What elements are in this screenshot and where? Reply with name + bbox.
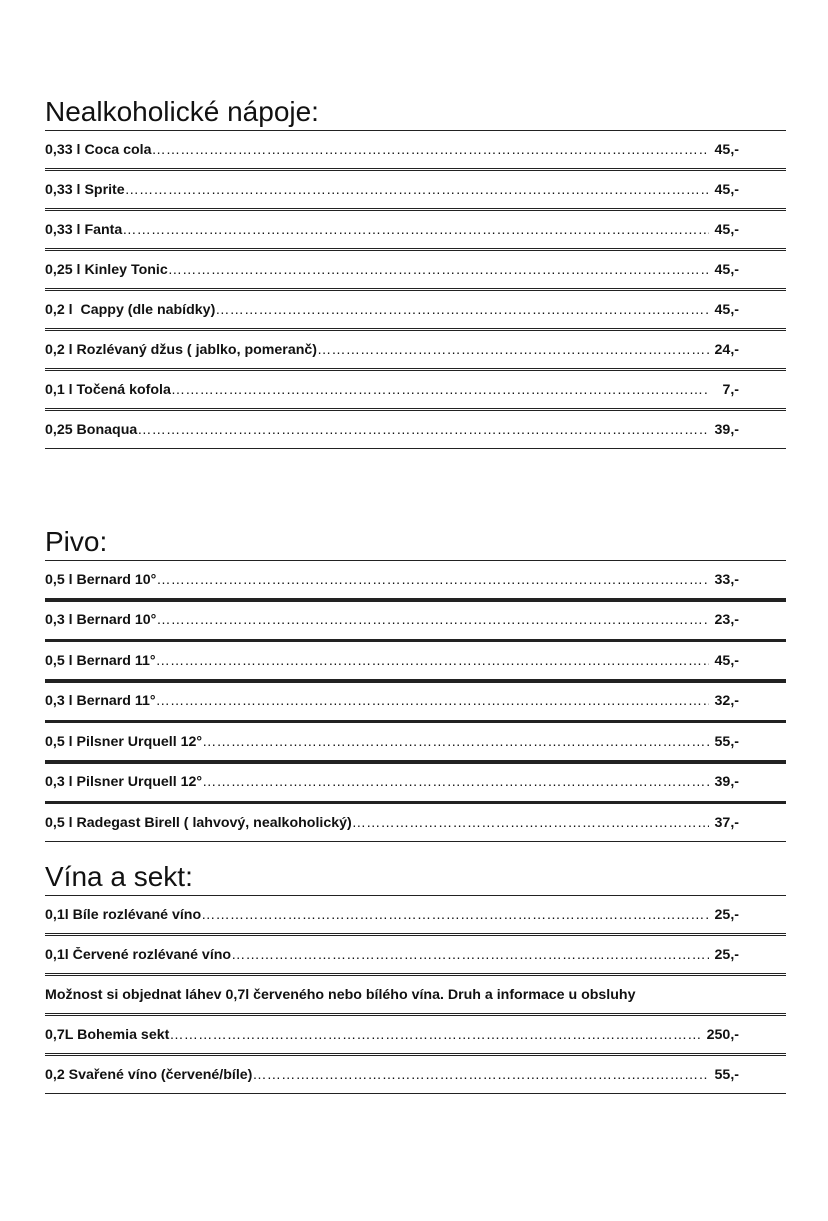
item-label: 0,3 l Bernard 11° <box>45 693 156 709</box>
item-price: 45,- <box>714 181 739 198</box>
leader-dots <box>215 302 709 318</box>
item-price: 32,- <box>714 693 739 709</box>
item-price: 23,- <box>714 612 739 628</box>
menu-item <box>45 291 786 328</box>
item-price: 45,- <box>714 221 739 238</box>
item-label: 0,1 l Točená kofola <box>45 381 171 398</box>
menu-item <box>45 211 786 248</box>
leader-dots <box>151 142 709 158</box>
menu-item <box>45 642 786 679</box>
item-price: 24,- <box>714 341 739 358</box>
leader-dots <box>137 422 709 438</box>
leader-dots <box>125 182 709 198</box>
item-label: 0,1l Bíle rozlévané víno <box>45 906 202 923</box>
menu-item <box>45 804 786 841</box>
menu-item <box>45 1016 786 1053</box>
item-label: 0,7L Bohemia sekt <box>45 1026 170 1043</box>
leader-dots <box>122 222 709 238</box>
item-price: 45,- <box>714 652 739 669</box>
item-label: 0,3 l Bernard 10° <box>45 612 157 628</box>
menu-item <box>45 131 786 168</box>
section-title-nealko: Nealkoholické nápoje: <box>45 96 319 127</box>
item-label: 0,25 l Kinley Tonic <box>45 261 168 278</box>
leader-dots <box>317 342 709 358</box>
leader-dots <box>231 947 709 963</box>
leader-dots <box>252 1067 709 1083</box>
menu-note <box>45 976 786 1013</box>
item-price: 39,- <box>714 421 739 438</box>
item-price: 45,- <box>714 301 739 318</box>
item-label: 0,2 l Rozlévaný džus ( jablko, pomeranč) <box>45 341 318 358</box>
leader-dots <box>156 693 709 709</box>
item-price: 55,- <box>714 733 739 750</box>
item-price: 39,- <box>714 774 739 790</box>
menu-item <box>45 683 786 720</box>
leader-dots <box>156 612 709 628</box>
section-vina <box>45 861 786 1094</box>
menu-item <box>45 764 786 801</box>
item-price: 250,- <box>706 1026 739 1043</box>
menu-item <box>45 602 786 639</box>
item-price: 55,- <box>714 1066 739 1083</box>
item-label: 0,2 Svařené víno (červené/bíle) <box>45 1066 253 1083</box>
leader-dots <box>168 262 709 278</box>
item-label: 0,5 l Bernard 10° <box>45 571 157 588</box>
menu-item <box>45 251 786 288</box>
leader-dots <box>171 382 709 398</box>
item-price: 37,- <box>714 814 739 831</box>
item-price: 45,- <box>714 261 739 278</box>
leader-dots <box>352 815 709 831</box>
leader-dots <box>169 1027 701 1043</box>
item-price: 33,- <box>714 571 739 588</box>
section-title-pivo: Pivo: <box>45 526 108 557</box>
item-label: 0,33 l Fanta <box>45 221 123 238</box>
item-price: 25,- <box>714 906 739 923</box>
item-label: 0,25 Bonaqua <box>45 421 138 438</box>
leader-dots <box>201 907 709 923</box>
item-label: 0,1l Červené rozlévané víno <box>45 946 232 963</box>
item-label: 0,5 l Pilsner Urquell 12° <box>45 733 203 750</box>
item-price: 25,- <box>714 946 739 963</box>
leader-dots <box>156 653 709 669</box>
leader-dots <box>202 734 709 750</box>
menu-item <box>45 171 786 208</box>
item-price: 45,- <box>714 141 739 158</box>
menu-item <box>45 896 786 933</box>
menu-item <box>45 371 786 408</box>
section-title-vina: Vína a sekt: <box>45 861 193 892</box>
menu-item <box>45 561 786 598</box>
item-label: 0,5 l Radegast Birell ( lahvový, nealkoholický) <box>45 814 352 831</box>
menu-item <box>45 411 786 448</box>
item-label: 0,5 l Bernard 11° <box>45 652 156 669</box>
item-label: 0,33 l Sprite <box>45 181 125 198</box>
leader-dots <box>156 572 709 588</box>
item-label: 0,33 l Coca cola <box>45 141 152 158</box>
menu-item <box>45 1056 786 1093</box>
menu-item <box>45 331 786 368</box>
wine-bottle-note: Možnost si objednat láhev 0,7l červeného nebo bílého vína. Druh a informace u obsluhy <box>45 986 636 1003</box>
menu-item <box>45 936 786 973</box>
item-label: 0,2 l Cappy (dle nabídky) <box>45 301 216 318</box>
menu-item <box>45 723 786 760</box>
leader-dots <box>202 774 709 790</box>
item-price: 7,- <box>722 381 739 398</box>
separator <box>45 841 786 842</box>
separator <box>45 1093 786 1094</box>
item-label: 0,3 l Pilsner Urquell 12° <box>45 774 203 790</box>
separator <box>45 448 786 449</box>
section-nealko <box>45 96 786 449</box>
section-pivo <box>45 526 786 842</box>
